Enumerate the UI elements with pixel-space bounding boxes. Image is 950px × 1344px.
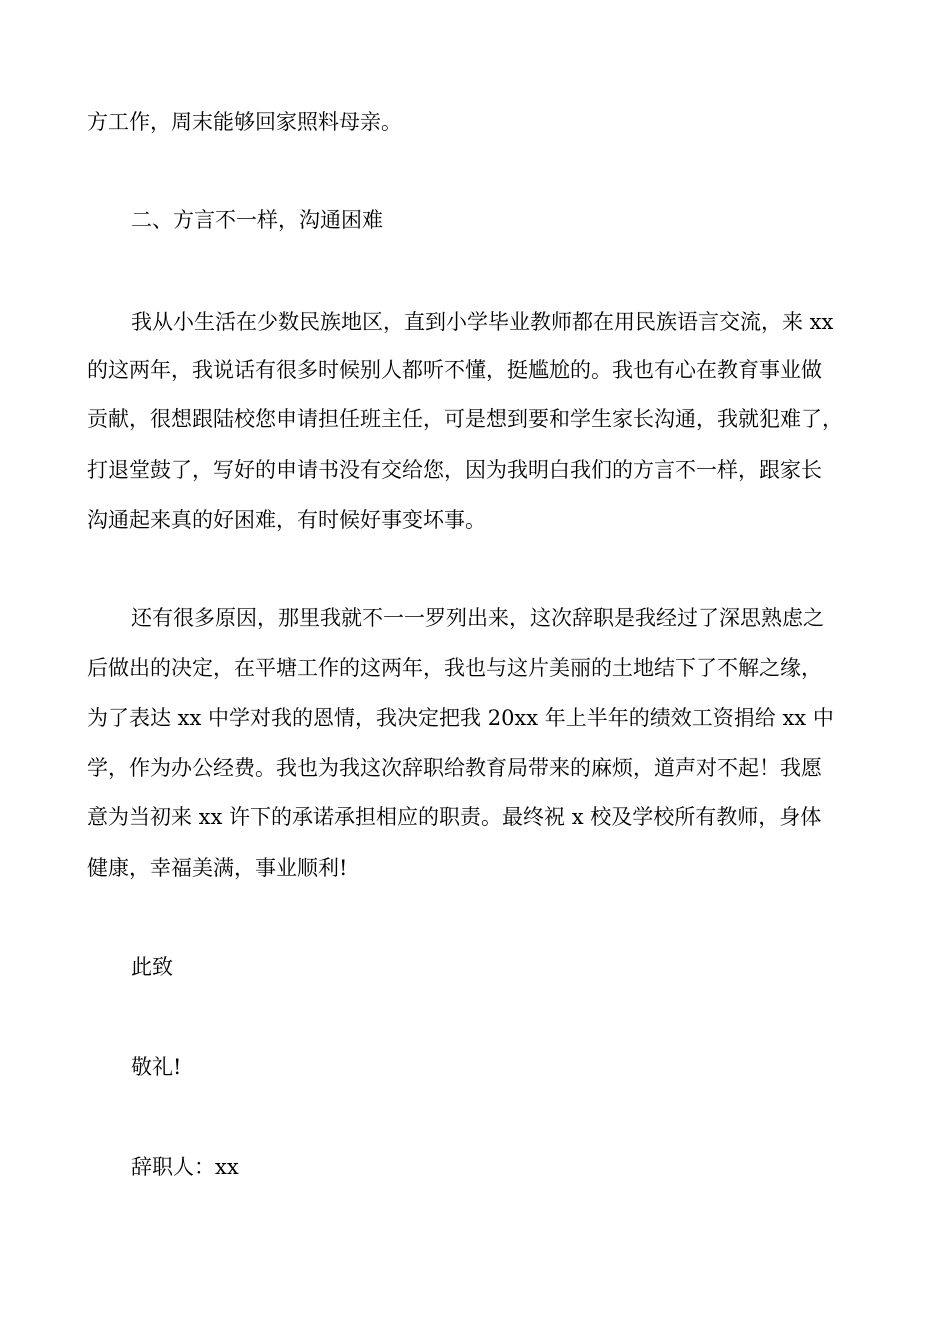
paragraph-line: 后做出的决定，在平塘工作的这两年，我也与这片美丽的土地结下了不解之缘， bbox=[87, 656, 822, 680]
paragraph-line: 意为当初来 xx 许下的承诺承担相应的职责。最终祝 x 校及学校所有教师，身体 bbox=[87, 805, 822, 829]
paragraph-line: 的这两年，我说话有很多时候别人都听不懂，挺尴尬的。我也有心在教育事业做 bbox=[87, 358, 822, 382]
closing-salutation: 此致 bbox=[131, 955, 173, 979]
closing-regards: 敬礼! bbox=[131, 1055, 182, 1079]
paragraph-line: 打退堂鼓了，写好的申请书没有交给您，因为我明白我们的方言不一样，跟家长 bbox=[87, 458, 822, 482]
paragraph-line: 为了表达 xx 中学对我的恩情，我决定把我 20xx 年上半年的绩效工资捐给 xx 中 bbox=[87, 706, 834, 730]
paragraph-line: 方工作，周末能够回家照料母亲。 bbox=[87, 110, 402, 134]
section-heading: 二、方言不一样，沟通困难 bbox=[131, 208, 383, 232]
paragraph-line: 还有很多原因，那里我就不一一罗列出来，这次辞职是我经过了深思熟虑之 bbox=[131, 606, 824, 630]
paragraph-line: 我从小生活在少数民族地区，直到小学毕业教师都在用民族语言交流，来 xx bbox=[131, 310, 834, 334]
paragraph-line: 贡献，很想跟陆校您申请担任班主任，可是想到要和学生家长沟通，我就犯难了， bbox=[87, 407, 843, 431]
signature-line: 辞职人：xx bbox=[131, 1155, 239, 1179]
paragraph-line: 健康，幸福美满，事业顺利! bbox=[87, 856, 348, 880]
paragraph-line: 沟通起来真的好困难，有时候好事变坏事。 bbox=[87, 508, 486, 532]
paragraph-line: 学，作为办公经费。我也为我这次辞职给教育局带来的麻烦，道声对不起！我愿 bbox=[87, 756, 822, 780]
